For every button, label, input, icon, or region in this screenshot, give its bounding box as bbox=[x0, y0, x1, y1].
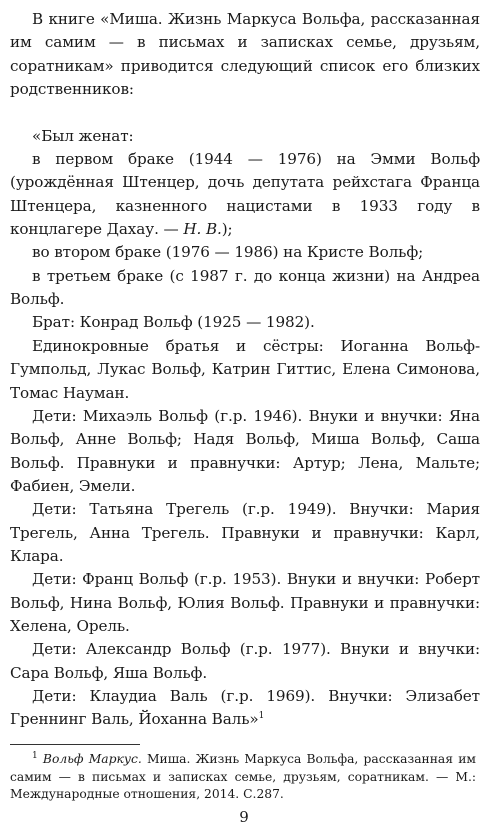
footnote-author: Вольф Маркус. bbox=[42, 752, 142, 766]
first-marriage-text: в первом браке (1944 — 1976) на Эмми Вольф (урождённая Штенцер, дочь депутата рейхстага Франца Штенцера, казненного нацистами в 1933 году в концлагере Дахау. — bbox=[10, 150, 480, 239]
first-marriage-paragraph bbox=[10, 148, 480, 241]
intro-paragraph: В книге «Миша. Жизнь Маркуса Вольфа, рассказанная им самим — в письмах и записках семье, друзьям, соратникам» приводится следующий список его близких родственников: bbox=[10, 10, 480, 99]
footnote-reference[interactable]: 1 bbox=[258, 711, 265, 722]
first-marriage-close: ); bbox=[221, 220, 233, 239]
child-claudia-paragraph bbox=[10, 685, 480, 732]
footnote-paragraph bbox=[10, 751, 476, 804]
editor-initials: Н. В. bbox=[183, 220, 222, 239]
married-label: «Был женат: bbox=[32, 126, 134, 145]
footnote-divider bbox=[10, 744, 140, 745]
half-siblings-paragraph: Единокровные братья и сёстры: Иоганна Вольф-Гумпольд, Лукас Вольф, Катрин Гиттис, Елена Симонова, Томас Науман. bbox=[10, 336, 480, 402]
child-alexander-paragraph: Дети: Александр Вольф (г.р. 1977). Внуки и внучки: Сара Вольф, Яша Вольф. bbox=[10, 640, 480, 682]
child-claudia-text: Дети: Клаудиа Валь (г.р. 1969). Внучки: Элизабет Греннинг Валь, Йоханна Валь» bbox=[10, 686, 480, 729]
footnote-number: 1 bbox=[32, 750, 38, 761]
footnote-text: Миша. Жизнь Маркуса Вольфа, рассказанная им самим — в письмах и записках семье, друзьям, соратникам. — М.: Международные отношения, 2014. С.287. bbox=[10, 752, 476, 801]
brother-paragraph: Брат: Конрад Вольф (1925 — 1982). bbox=[32, 313, 315, 332]
third-marriage-paragraph: в третьем браке (с 1987 г. до конца жизни) на Андреа Вольф. bbox=[10, 266, 480, 309]
footnote bbox=[10, 751, 476, 804]
child-franz-paragraph: Дети: Франц Вольф (г.р. 1953). Внуки и внучки: Роберт Вольф, Нина Вольф, Юлия Вольф. Правнуки и правнучки: Хелена, Орель. bbox=[10, 570, 480, 635]
second-marriage-paragraph: во втором браке (1976 — 1986) на Кристе Вольф; bbox=[32, 243, 424, 262]
paragraph-gap bbox=[10, 101, 480, 124]
child-tatyana-paragraph: Дети: Татьяна Трегель (г.р. 1949). Внучки: Мария Трегель, Анна Трегель. Правнуки и правнучки: Карл, Клара. bbox=[10, 500, 480, 565]
page-number: 9 bbox=[239, 808, 249, 826]
main-text bbox=[10, 8, 480, 732]
child-michael-paragraph: Дети: Михаэль Вольф (г.р. 1946). Внуки и внучки: Яна Вольф, Анне Вольф; Надя Вольф, Миша Вольф, Саша Вольф. Правнуки и правнучки: Артур; Лена, Мальте; Фабиен, Эмели. bbox=[10, 406, 480, 495]
